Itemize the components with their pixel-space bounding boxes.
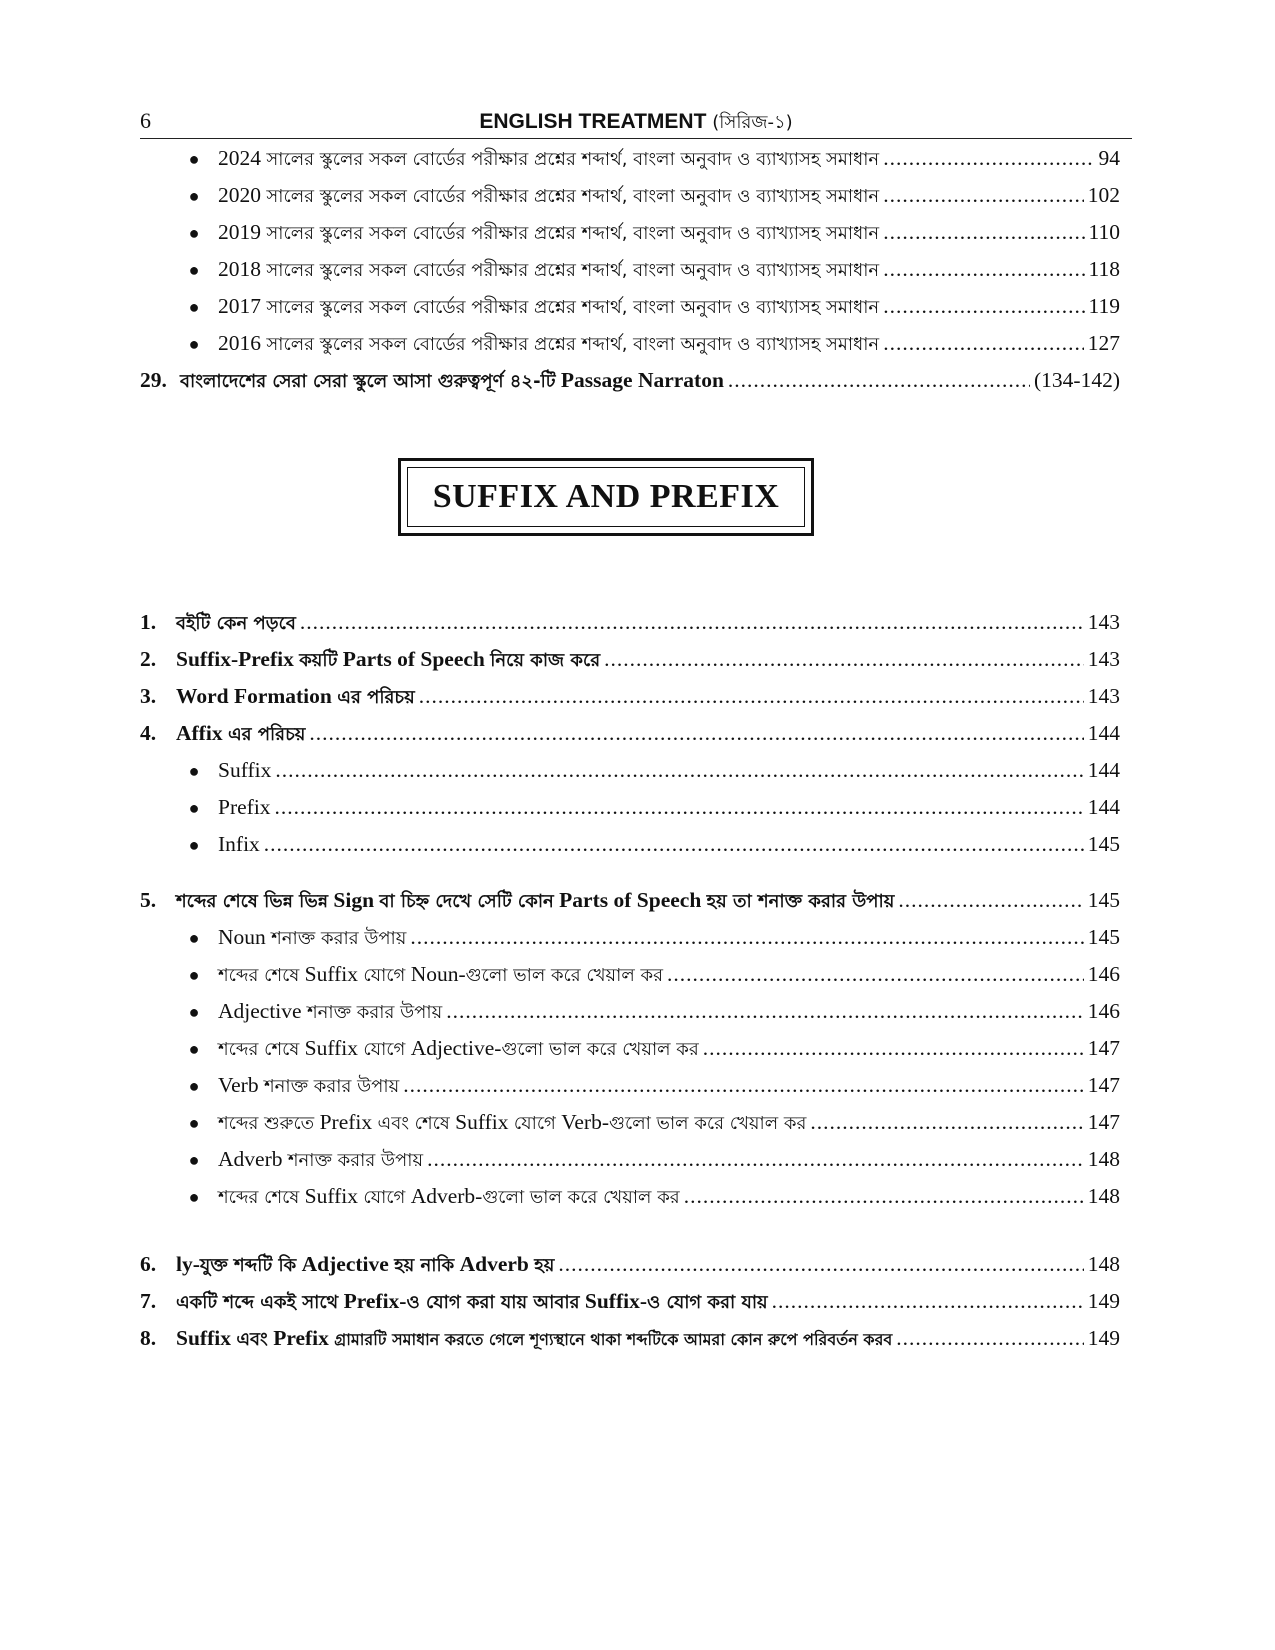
toc-text-en: Parts of Speech [342,647,485,671]
toc-text-en: Adjective [218,999,302,1023]
dot-leader [703,1030,1084,1067]
toc-row [140,177,1120,214]
toc-row [140,956,1120,993]
toc-number: 4. [140,721,157,745]
toc-item5-list [140,882,1120,1215]
toc-text: এর পরিচয় [227,724,306,745]
dot-leader [667,956,1084,993]
toc-text: শব্দের শুরুতে [218,1113,315,1134]
toc-text: Infix [218,832,260,856]
toc-row [140,1283,1120,1320]
toc-page: 143 [1087,647,1120,671]
toc-row [140,1320,1120,1357]
toc-final-list [140,1246,1120,1357]
toc-text: এবং শেষে [377,1113,450,1134]
dot-leader [419,678,1084,715]
toc-text: বইটি কেন পড়বে [176,613,296,634]
toc-entry-title [218,1178,680,1215]
toc-text: সালের স্কুলের সকল বোর্ডের পরীক্ষার প্রশ্নের শব্দার্থ, বাংলা অনুবাদ ও ব্যাখ্যাসহ সমাধান [266,334,880,355]
toc-page: 149 [1087,1289,1120,1313]
toc-row [140,641,1120,678]
toc-entry-title [218,1067,399,1104]
toc-text: সালের স্কুলের সকল বোর্ডের পরীক্ষার প্রশ্নের শব্দার্থ, বাংলা অনুবাদ ও ব্যাখ্যাসহ সমাধান [266,223,880,244]
bullet-icon: ● [188,1187,200,1207]
toc-entry-title [176,1320,892,1357]
dot-leader [558,1246,1083,1283]
running-title [140,108,1132,139]
toc-entry-title [176,678,415,715]
toc-text-en: Adjective [301,1252,389,1276]
bullet-icon: ● [188,761,200,781]
toc-row [140,1030,1120,1067]
toc-text-en: Adverb [218,1147,283,1171]
toc-year: 2024 [218,146,261,170]
toc-page: 148 [1087,1252,1120,1276]
toc-row [140,993,1120,1030]
bullet-icon: ● [188,260,200,280]
bullet-icon: ● [188,1039,200,1059]
toc-text-en: Prefix [273,1326,329,1350]
toc-text-en: Prefix [319,1110,373,1134]
bullet-icon: ● [188,1076,200,1096]
toc-entry-title [218,919,406,956]
bullet-icon: ● [188,965,200,985]
toc-text-en: Noun- [410,962,466,986]
toc-text: সালের স্কুলের সকল বোর্ডের পরীক্ষার প্রশ্নের শব্দার্থ, বাংলা অনুবাদ ও ব্যাখ্যাসহ সমাধান [266,149,880,170]
toc-text-en: Adjective- [410,1036,502,1060]
toc-row [140,882,1120,919]
bullet-icon: ● [188,297,200,317]
toc-text: শনাক্ত করার উপায় [306,1002,443,1023]
toc-text: বা চিহ্ন দেখে সেটি কোন [379,891,554,912]
toc-row [140,789,1120,826]
bullet-icon: ● [188,1002,200,1022]
dot-leader [810,1104,1083,1141]
bullet-icon: ● [188,1113,200,1133]
toc-text: এর পরিচয় [337,687,415,708]
toc-page: 118 [1088,257,1120,281]
toc-number: 5. [140,888,157,912]
toc-text: সালের স্কুলের সকল বোর্ডের পরীক্ষার প্রশ্নের শব্দার্থ, বাংলা অনুবাদ ও ব্যাখ্যাসহ সমাধান [266,260,880,281]
bullet-icon: ● [188,1150,200,1170]
toc-row [140,325,1120,362]
toc-page: 143 [1087,610,1120,634]
dot-leader [883,177,1084,214]
toc-top-list [140,140,1120,399]
toc-text: শনাক্ত করার উপায় [287,1150,424,1171]
toc-entry-title [218,956,663,993]
toc-text: শনাক্ত করার উপায় [271,928,407,949]
toc-text: সালের স্কুলের সকল বোর্ডের পরীক্ষার প্রশ্নের শব্দার্থ, বাংলা অনুবাদ ও ব্যাখ্যাসহ সমাধান [266,186,880,207]
dot-leader [684,1178,1084,1215]
toc-page: 145 [1087,888,1120,912]
toc-main-list [140,604,1120,863]
toc-text-en: Passage Narraton [560,368,724,392]
toc-entry-title [218,288,879,325]
toc-number: 29. [140,368,167,392]
dot-leader [275,752,1083,789]
dot-leader [883,140,1094,177]
toc-page: 119 [1088,294,1120,318]
toc-text-en: Suffix [304,1184,359,1208]
toc-text-en: Verb [218,1073,259,1097]
toc-page: 110 [1088,220,1120,244]
dot-leader [883,214,1084,251]
dot-leader [275,789,1084,826]
toc-number: 1. [140,610,157,634]
toc-text: গুলো ভাল করে খেয়াল কর [609,1113,807,1134]
toc-text: ও যোগ করা যায় আবার [406,1292,580,1313]
toc-page: 144 [1087,721,1120,745]
bullet-icon: ● [188,798,200,818]
toc-row [140,288,1120,325]
toc-page: 143 [1087,684,1120,708]
toc-text-en: Suffix- [584,1289,648,1313]
toc-row [140,251,1120,288]
dot-leader [264,826,1084,863]
toc-entry-title [218,214,879,251]
dot-leader [896,1320,1083,1357]
toc-entry-title [218,325,879,362]
toc-text-en: Suffix [304,1036,359,1060]
toc-row [140,140,1120,177]
toc-page: 145 [1087,925,1120,949]
toc-row [140,604,1120,641]
toc-text: গুলো ভাল করে খেয়াল কর [465,965,663,986]
toc-page: (134-142) [1034,368,1120,392]
dot-leader [883,325,1084,362]
toc-entry-title [218,251,879,288]
toc-text: ও যোগ করা যায় [647,1292,768,1313]
toc-text-en: Adverb- [410,1184,483,1208]
toc-row [140,1178,1120,1215]
toc-text: নিয়ে কাজ করে [490,650,601,671]
toc-entry-title [176,1246,554,1283]
toc-text-en: Suffix [455,1110,509,1134]
toc-row [140,678,1120,715]
series-label: (সিরিজ-১) [712,112,793,133]
dot-leader [446,993,1084,1030]
toc-page: 147 [1087,1073,1120,1097]
toc-text: যোগে [363,1039,406,1060]
toc-entry-title [218,1030,699,1067]
dot-leader [300,604,1084,641]
toc-text: গুলো ভাল করে খেয়াল কর [501,1039,699,1060]
toc-text: একটি শব্দে একই সাথে [176,1292,339,1313]
toc-page: 144 [1087,795,1120,819]
toc-text-en: Affix [176,721,223,745]
toc-page: 102 [1087,183,1120,207]
toc-text: শব্দের শেষে [218,965,300,986]
toc-row [140,715,1120,752]
toc-text-en: Noun [218,925,266,949]
toc-entry-title [218,140,879,177]
toc-text-en: Suffix [176,1326,231,1350]
toc-year: 2016 [218,331,261,355]
dot-leader [898,882,1083,919]
toc-text: শব্দের শেষে ভিন্ন ভিন্ন [176,891,329,912]
toc-row [140,1104,1120,1141]
toc-text: শব্দের শেষে [218,1187,300,1208]
dot-leader [604,641,1084,678]
toc-row [140,1246,1120,1283]
toc-text-en: Sign [333,888,375,912]
toc-text: শনাক্ত করার উপায় [263,1076,400,1097]
toc-text: হয় নাকি [394,1255,455,1276]
section-title-inner-frame [407,467,805,527]
toc-page: 94 [1098,146,1120,170]
toc-page: 148 [1087,1147,1120,1171]
section-title: SUFFIX AND PREFIX [432,478,780,515]
toc-text-en: Adverb [459,1252,529,1276]
toc-page: 146 [1087,962,1120,986]
toc-row [140,362,1120,399]
toc-text-en: Word Formation [176,684,332,708]
toc-year: 2020 [218,183,261,207]
toc-page: 149 [1087,1326,1120,1350]
toc-row [140,1141,1120,1178]
toc-year: 2017 [218,294,261,318]
toc-number: 7. [140,1289,157,1313]
toc-text: বাংলাদেশের সেরা সেরা স্কুলে আসা গুরুত্বপূর্ণ ৪২-টি [180,371,556,392]
toc-text: হয় তা শনাক্ত করার উপায় [706,891,895,912]
bullet-icon: ● [188,186,200,206]
toc-page: 148 [1087,1184,1120,1208]
dot-leader [427,1141,1084,1178]
bullet-icon: ● [188,334,200,354]
toc-entry-title [180,362,724,399]
toc-entry-title [218,1104,806,1141]
toc-text: যোগে [513,1113,556,1134]
bullet-icon: ● [188,928,200,948]
dot-leader [883,288,1084,325]
toc-text: Suffix [218,758,272,782]
dot-leader [883,251,1084,288]
section-title-box [398,458,814,536]
toc-text: যুক্ত শব্দটি কি [199,1255,297,1276]
dot-leader [728,362,1030,399]
toc-entry-title [176,1283,768,1320]
toc-entry-title [218,177,879,214]
toc-row [140,826,1120,863]
toc-row [140,1067,1120,1104]
toc-year: 2019 [218,220,261,244]
page-header [140,104,1132,139]
toc-text-en: Suffix [304,962,359,986]
toc-text: এবং [236,1329,268,1350]
toc-text: গ্রামারটি সমাধান করতে গেলে শূণ্যস্থানে থাকা শব্দটিকে আমরা কোন রুপে পরিবর্তন করব [334,1330,893,1349]
toc-number: 6. [140,1252,157,1276]
toc-text: যোগে [363,965,406,986]
toc-entry-title [176,882,894,919]
toc-entry-title [218,993,442,1030]
toc-page: 146 [1087,999,1120,1023]
book-title: ENGLISH TREATMENT [479,110,707,133]
toc-text-en: Verb- [561,1110,609,1134]
page-number: 6 [140,108,151,133]
toc-page: 144 [1087,758,1120,782]
toc-page: 127 [1087,331,1120,355]
dot-leader [772,1283,1084,1320]
toc-entry-title [176,715,305,752]
bullet-icon: ● [188,149,200,169]
toc-number: 8. [140,1326,157,1350]
dot-leader [410,919,1083,956]
toc-text: Prefix [218,795,271,819]
toc-text: সালের স্কুলের সকল বোর্ডের পরীক্ষার প্রশ্নের শব্দার্থ, বাংলা অনুবাদ ও ব্যাখ্যাসহ সমাধান [266,297,880,318]
toc-page: 145 [1087,832,1120,856]
toc-text: কয়টি [299,650,338,671]
toc-text-en: Suffix-Prefix [176,647,294,671]
bullet-icon: ● [188,223,200,243]
toc-entry-title [218,1141,423,1178]
toc-text-en: Parts of Speech [559,888,702,912]
toc-text-en: Prefix- [343,1289,407,1313]
toc-text: গুলো ভাল করে খেয়াল কর [482,1187,680,1208]
toc-text-en: ly- [176,1252,200,1276]
toc-text: শব্দের শেষে [218,1039,300,1060]
toc-year: 2018 [218,257,261,281]
toc-entry-title [176,641,600,678]
toc-number: 2. [140,647,157,671]
bullet-icon: ● [188,835,200,855]
toc-row [140,214,1120,251]
dot-leader [309,715,1083,752]
toc-row [140,752,1120,789]
toc-text: হয় [534,1255,555,1276]
dot-leader [403,1067,1084,1104]
toc-page: 147 [1087,1110,1120,1134]
toc-number: 3. [140,684,157,708]
toc-page: 147 [1087,1036,1120,1060]
toc-row [140,919,1120,956]
toc-text: যোগে [363,1187,406,1208]
